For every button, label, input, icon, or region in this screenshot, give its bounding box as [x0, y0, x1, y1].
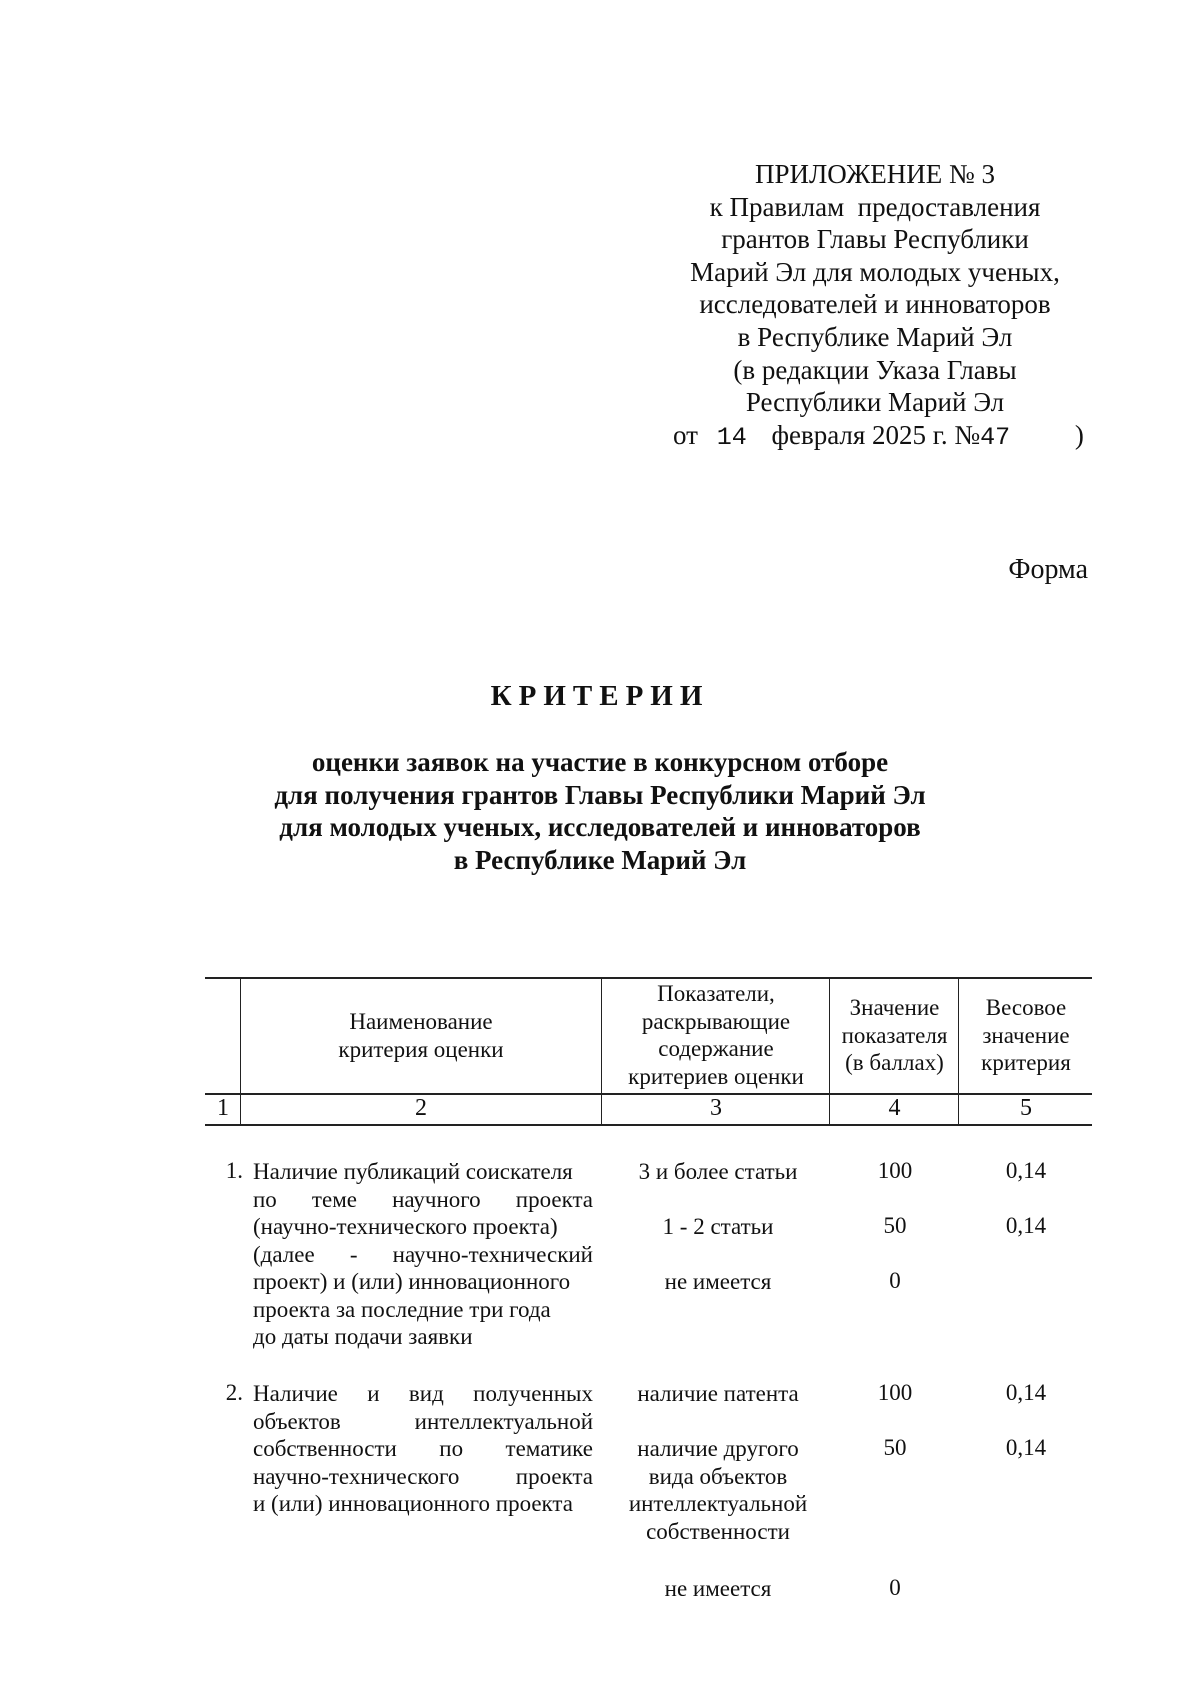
- criterion-line: собственности по тематике: [253, 1436, 593, 1461]
- header-text: критериев оценки: [628, 1063, 804, 1089]
- criterion-line: Наличие публикаций соискателя: [253, 1159, 573, 1184]
- table-col-divider: [601, 977, 602, 1125]
- criterion-line: (научно-технического проекта): [253, 1214, 558, 1239]
- header-weight: [960, 994, 1092, 1077]
- indicator-value: 50: [883, 1435, 907, 1460]
- appendix-line: (в редакции Указа Главы: [733, 354, 1017, 385]
- criterion-weight: 0,14: [1005, 1158, 1047, 1183]
- header-text: Наименование: [349, 1009, 493, 1034]
- header-text: показателя: [841, 1022, 948, 1048]
- criterion-line: (далее - научно-технический: [253, 1241, 593, 1267]
- column-number: 3: [710, 1095, 722, 1121]
- column-number: 4: [888, 1095, 901, 1121]
- criterion-weight: 0,14: [1005, 1380, 1047, 1405]
- criterion-line: объектов интеллектуальной: [253, 1408, 593, 1434]
- header-text: критерия оценки: [338, 1036, 504, 1062]
- form-label: Форма: [1008, 554, 1088, 585]
- table-col-divider: [958, 977, 959, 1125]
- decree-number: 47: [980, 422, 1011, 452]
- row-number: 1.: [225, 1158, 243, 1183]
- header-value: [831, 994, 958, 1077]
- appendix-line: ПРИЛОЖЕНИЕ № 3: [754, 159, 996, 189]
- header-text: значение: [982, 1022, 1070, 1048]
- subtitle-line: для молодых ученых, исследователей и инноваторов: [279, 812, 921, 842]
- appendix-line: Республики Марий Эл: [745, 387, 1005, 418]
- header-text: раскрывающие: [641, 1008, 791, 1034]
- subtitle-line: для получения грантов Главы Республики Марий Эл: [274, 779, 926, 810]
- header-text: (в баллах): [845, 1050, 944, 1075]
- criterion-line: и (или) инновационного проекта: [253, 1491, 573, 1516]
- header-text: Весовое: [985, 995, 1067, 1020]
- criterion-weight: 0,14: [1005, 1213, 1047, 1238]
- decree-date-line: [640, 419, 1110, 455]
- indicator-line: наличие другого: [637, 1436, 799, 1461]
- indicator-text: 1 - 2 статьи: [662, 1214, 774, 1239]
- criterion-line: по теме научного проекта: [253, 1186, 593, 1212]
- indicator-text: не имеется: [664, 1576, 772, 1601]
- criterion-line: проекта за последние три года: [253, 1296, 551, 1322]
- criterion-text: [253, 1158, 593, 1351]
- date-close: ): [1074, 419, 1084, 450]
- document-title: КРИТЕРИИ: [490, 680, 710, 712]
- indicator-text: не имеется: [664, 1269, 772, 1294]
- subtitle-line: оценки заявок на участие в конкурсном отборе: [311, 747, 889, 777]
- indicator-line: вида объектов: [648, 1463, 788, 1489]
- criterion-line: до даты подачи заявки: [253, 1324, 473, 1349]
- document-subtitle: [0, 746, 1200, 876]
- indicator-value: 0: [889, 1575, 901, 1600]
- criterion-line: научно-технического проекта: [253, 1463, 593, 1489]
- appendix-line: к Правилам предоставления: [709, 191, 1041, 222]
- indicator-line: собственности: [646, 1518, 790, 1544]
- column-number: 5: [1020, 1095, 1032, 1121]
- header-text: критерия: [981, 1050, 1071, 1075]
- header-text: Показатели,: [657, 981, 775, 1006]
- indicator-value: 100: [877, 1158, 913, 1183]
- indicator-text: [603, 1435, 833, 1545]
- date-middle: февраля 2025 г. №: [771, 419, 981, 450]
- date-prefix: от: [673, 419, 698, 450]
- criterion-text: [253, 1380, 593, 1518]
- criterion-weight: 0,14: [1005, 1435, 1047, 1460]
- appendix-line: грантов Главы Республики: [721, 224, 1029, 255]
- indicator-value: 100: [877, 1380, 913, 1405]
- header-indicators: [603, 980, 829, 1090]
- indicator-value: 50: [883, 1213, 907, 1238]
- table-col-divider: [829, 977, 830, 1125]
- appendix-header: [640, 158, 1110, 454]
- appendix-line: исследователей и инноваторов: [699, 289, 1051, 320]
- indicator-text: наличие патента: [637, 1381, 799, 1406]
- appendix-line: Марий Эл для молодых ученых,: [690, 256, 1060, 287]
- criterion-line: проект) и (или) инновационного: [253, 1269, 571, 1294]
- indicator-text: 3 и более статьи: [638, 1159, 798, 1184]
- column-number: 1: [217, 1095, 229, 1121]
- column-number: 2: [415, 1095, 427, 1121]
- subtitle-line: в Республике Марий Эл: [453, 844, 747, 875]
- row-number: 2.: [225, 1380, 243, 1405]
- appendix-line: в Республике Марий Эл: [737, 321, 1013, 352]
- header-criterion-name: [242, 1008, 600, 1063]
- criterion-line: Наличие и вид полученных: [253, 1381, 593, 1406]
- header-text: Значение: [849, 995, 940, 1020]
- date-day: 14: [716, 422, 747, 452]
- header-text: содержание: [658, 1036, 774, 1061]
- indicator-line: интеллектуальной: [628, 1491, 808, 1516]
- indicator-value: 0: [889, 1268, 901, 1293]
